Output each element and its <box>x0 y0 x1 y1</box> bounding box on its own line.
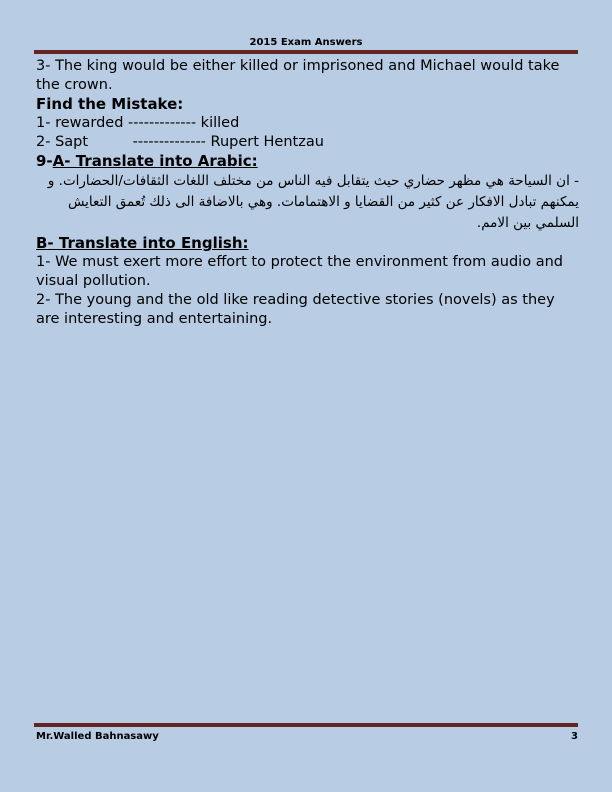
arabic-translation-text: - ان السياحة هي مظهر حضاري حيث يتقابل فيه الناس من مختلف اللغات الثقافات/الحضارات. و يمكنهم تبادل الافكار عن كثير من القضايا و الاهتمامات. وهي بالاضافة الى ذلك تُعمق التعايش السلمي بين الامم. <box>47 173 579 231</box>
english-translation-1: 1- We must exert more effort to protect the environment from audio and visual pollution. <box>36 254 563 289</box>
question-number: 9- <box>36 152 53 170</box>
page-number: 3 <box>571 731 578 742</box>
translate-arabic-title: A- Translate into Arabic: <box>52 152 258 170</box>
answer-item-3: 3- The king would be either killed or imprisoned and Michael would take the crown. <box>36 58 560 93</box>
mistake-line-1 <box>36 114 581 133</box>
mistake-dashes: ------------- <box>128 115 197 131</box>
mistake-correction: Rupert Hentzau <box>210 134 324 150</box>
mistake-word: 1- rewarded <box>36 115 124 131</box>
find-mistake-heading: Find the Mistake: <box>36 95 184 113</box>
header-rule <box>34 50 578 54</box>
footer-author: Mr.Walled Bahnasawy <box>36 731 159 742</box>
translate-english-heading: B- Translate into English: <box>36 234 249 252</box>
mistake-word: 2- Sapt <box>36 134 89 150</box>
page-content <box>36 57 581 329</box>
mistake-line-2 <box>36 133 581 152</box>
english-translation-2: 2- The young and the old like reading detective stories (novels) as they are interesting and entertaining. <box>36 292 555 327</box>
page-footer <box>36 731 578 742</box>
translate-arabic-heading <box>36 152 581 171</box>
mistake-dashes: -------------- <box>132 134 206 150</box>
page-header-title: 2015 Exam Answers <box>249 37 363 48</box>
mistake-correction: killed <box>200 115 240 131</box>
footer-rule <box>34 723 578 727</box>
